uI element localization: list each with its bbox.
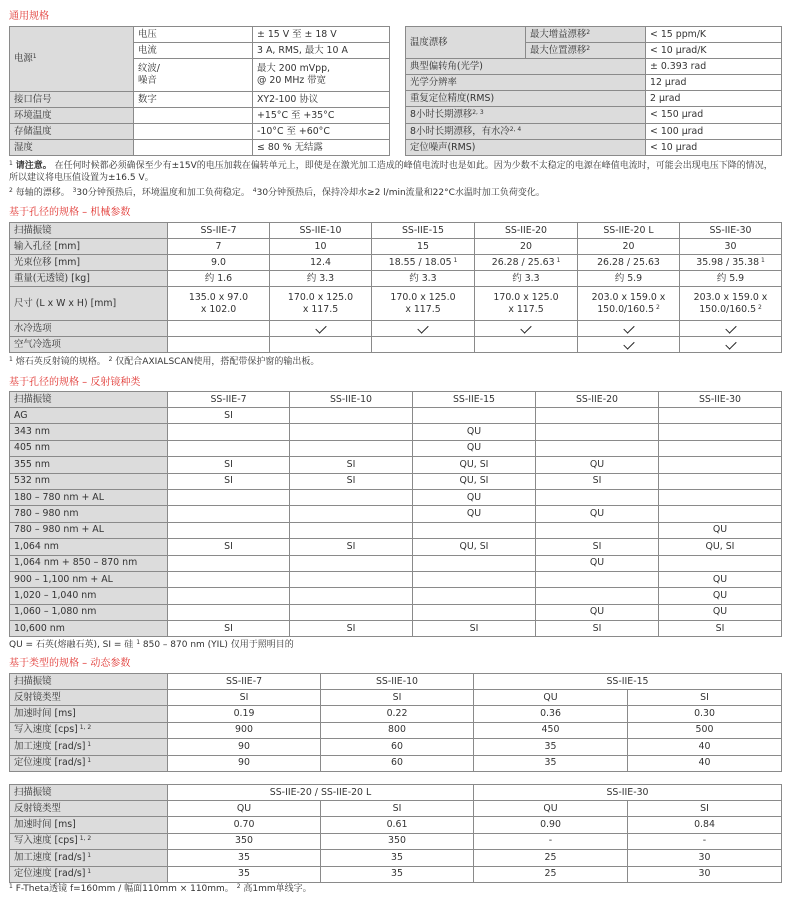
mirror-cell <box>168 588 290 604</box>
general-left-table <box>9 26 390 156</box>
mirror-cell: QU <box>413 440 536 456</box>
mirror-model-header: SS-IIE-20 <box>536 392 659 408</box>
mech-cell <box>578 321 680 337</box>
mirror-row-label: 343 nm <box>10 424 168 440</box>
mech-row-label: 输入孔径 [mm] <box>10 239 168 255</box>
check-icon <box>623 322 634 333</box>
mirror-cell <box>168 522 290 538</box>
gain-drift-value: < 15 ppm/K <box>646 27 782 43</box>
mech-table <box>9 222 782 353</box>
mirror-cell: QU, SI <box>659 539 782 555</box>
dyn-row-label: 加工速度 [rad/s] $^1$ <box>10 850 168 866</box>
mirror-cell: QU <box>536 457 659 473</box>
mech-row-label: 光束位移 [mm] <box>10 255 168 271</box>
dyn-row-label: 加速时间 [ms] <box>10 817 168 833</box>
power-current-value: 3 A, RMS, 最大 10 A <box>253 43 390 59</box>
power-ripple-value: 最大 200 mVpp, @ 20 MHz 带宽 <box>253 59 390 92</box>
mirror-row-label: AG <box>10 408 168 424</box>
dyn-cell: SI <box>321 690 474 706</box>
dyn-title: 基于类型的规格 – 动态参数 <box>9 658 131 669</box>
mirror-cell <box>659 506 782 522</box>
dyn-row-label: 写入速度 [cps] $^{1, 2}$ <box>10 833 168 849</box>
mech-cell: 约 1.6 <box>168 271 270 287</box>
dyn-cell: 350 <box>321 833 474 849</box>
mirror-cell <box>290 408 413 424</box>
mirror-note: QU = 石英(熔融石英), SI = 硅 $^1$ 850 – 870 nm (YIL) 仅用于照明目的 <box>9 639 294 650</box>
mirror-cell: SI <box>168 621 290 637</box>
mirror-cell <box>659 440 782 456</box>
dyn-cell: 350 <box>168 833 321 849</box>
dyn-cell: 60 <box>321 755 474 771</box>
mech-head: 扫描振镜 <box>10 223 168 239</box>
dyn-cell: QU <box>474 801 628 817</box>
deflection-value: ± 0.393 rad <box>646 59 782 75</box>
mirror-row-label: 532 nm <box>10 473 168 489</box>
position-noise-value: < 10 µrad <box>646 140 782 156</box>
repeatability-label: 重复定位精度(RMS) <box>406 91 646 107</box>
mirror-cell <box>659 424 782 440</box>
mirror-cell: QU, SI <box>413 539 536 555</box>
mech-cell <box>372 321 475 337</box>
mirror-cell: QU <box>413 506 536 522</box>
power-current-name: 电流 <box>134 43 253 59</box>
mirror-row-label: 780 – 980 nm <box>10 506 168 522</box>
dyn-row-label: 加工速度 [rad/s] $^1$ <box>10 739 168 755</box>
mirror-cell <box>659 473 782 489</box>
dyn-cell: 800 <box>321 722 474 738</box>
dyn-model-header: SS-IIE-10 <box>321 674 474 690</box>
storage-temp-value: -10°C 至 +60°C <box>253 124 390 140</box>
dyn-cell: 60 <box>321 739 474 755</box>
dyn-row-label: 定位速度 [rad/s] $^1$ <box>10 755 168 771</box>
mech-cell: 18.55 / 18.05 $^1$ <box>372 255 475 271</box>
mech-cell: 20 <box>475 239 578 255</box>
repeatability-value: 2 µrad <box>646 91 782 107</box>
mirror-cell <box>290 555 413 571</box>
mirror-row-label: 355 nm <box>10 457 168 473</box>
humidity-empty <box>134 140 253 156</box>
dyn-cell: QU <box>168 801 321 817</box>
ambient-temp-value: +15°C 至 +35°C <box>253 108 390 124</box>
dyn-cell: 35 <box>474 739 628 755</box>
mirror-cell <box>413 408 536 424</box>
mirror-cell <box>659 555 782 571</box>
mirror-cell: QU, SI <box>413 457 536 473</box>
mirror-cell <box>290 604 413 620</box>
mech-cell <box>168 321 270 337</box>
mirror-head: 扫描振镜 <box>10 392 168 408</box>
dyn-cell: SI <box>321 801 474 817</box>
mirror-cell <box>413 604 536 620</box>
mirror-cell: SI <box>168 408 290 424</box>
mech-cell <box>578 337 680 353</box>
dyn-cell: - <box>474 833 628 849</box>
mirror-cell <box>290 424 413 440</box>
mirror-model-header: SS-IIE-30 <box>659 392 782 408</box>
mech-cell: 约 5.9 <box>680 271 782 287</box>
dyn-cell: 450 <box>474 722 628 738</box>
dyn-cell: 35 <box>168 850 321 866</box>
mirror-cell: SI <box>536 473 659 489</box>
mirror-cell <box>168 489 290 505</box>
mirror-cell <box>290 506 413 522</box>
general-title: 通用规格 <box>9 11 49 22</box>
dyn-table-1 <box>9 673 782 772</box>
mech-cell <box>372 337 475 353</box>
dyn-cell: 90 <box>168 755 321 771</box>
mech-cell: 7 <box>168 239 270 255</box>
mech-cell <box>475 337 578 353</box>
dyn-cell: - <box>628 833 782 849</box>
mirror-cell: SI <box>168 539 290 555</box>
dyn-cell: 25 <box>474 850 628 866</box>
mirror-cell <box>413 588 536 604</box>
check-icon <box>315 322 326 333</box>
mirror-row-label: 405 nm <box>10 440 168 456</box>
mech-cell: 135.0 x 97.0 x 102.0 <box>168 287 270 321</box>
mirror-row-label: 180 – 780 nm + AL <box>10 489 168 505</box>
mirror-cell <box>168 555 290 571</box>
longterm-drift-water-label: 8小时长期漂移，有水冷$^{2, 4}$ <box>406 124 646 140</box>
mech-model-header: SS-IIE-15 <box>372 223 475 239</box>
mech-cell: 15 <box>372 239 475 255</box>
check-icon <box>417 322 428 333</box>
dyn-cell: 30 <box>628 850 782 866</box>
dyn-cell: 0.84 <box>628 817 782 833</box>
mirror-cell: SI <box>413 621 536 637</box>
ambient-temp-empty <box>134 108 253 124</box>
power-label: 电源$^1$ <box>10 27 134 92</box>
mech-cell: 170.0 x 125.0 x 117.5 <box>270 287 372 321</box>
mirror-cell <box>168 604 290 620</box>
interface-value: XY2-100 协议 <box>253 92 390 108</box>
mirror-cell <box>536 440 659 456</box>
mech-cell: 10 <box>270 239 372 255</box>
mirror-cell <box>659 489 782 505</box>
dyn-model-header: SS-IIE-15 <box>474 674 782 690</box>
dyn-cell: SI <box>628 690 782 706</box>
ambient-temp-label: 环境温度 <box>10 108 134 124</box>
mech-cell: 约 3.3 <box>475 271 578 287</box>
dyn-cell: SI <box>168 690 321 706</box>
mirror-cell <box>536 408 659 424</box>
humidity-value: ≤ 80 % 无结露 <box>253 140 390 156</box>
mirror-cell: QU <box>659 522 782 538</box>
mech-cell: 26.28 / 25.63 <box>578 255 680 271</box>
power-voltage-value: ± 15 V 至 ± 18 V <box>253 27 390 43</box>
dyn-cell: 900 <box>168 722 321 738</box>
mirror-cell <box>290 588 413 604</box>
mirror-title: 基于孔径的规格 – 反射镜种类 <box>9 377 141 388</box>
dyn-cell: 500 <box>628 722 782 738</box>
mirror-cell: QU, SI <box>413 473 536 489</box>
mirror-cell <box>536 424 659 440</box>
check-icon <box>520 322 531 333</box>
mirror-cell: QU <box>659 571 782 587</box>
storage-temp-label: 存储温度 <box>10 124 134 140</box>
mirror-table <box>9 391 782 637</box>
general-note-2: $^2$ 每轴的漂移。 $^3$30分钟预热后，环境温度和加工负荷稳定。 $^4$30分钟预热后，保持冷却水≥2 l/min流量和22°C水温时加工负荷变化。 <box>9 187 545 198</box>
mech-cell: 30 <box>680 239 782 255</box>
dyn-cell: 0.22 <box>321 706 474 722</box>
longterm-drift-water-value: < 100 µrad <box>646 124 782 140</box>
mirror-cell: SI <box>168 473 290 489</box>
mirror-cell: SI <box>659 621 782 637</box>
dyn-cell: 0.36 <box>474 706 628 722</box>
mirror-cell <box>536 489 659 505</box>
mirror-cell <box>659 408 782 424</box>
mirror-cell <box>168 424 290 440</box>
mirror-cell <box>290 522 413 538</box>
mirror-cell <box>290 571 413 587</box>
check-icon <box>725 322 736 333</box>
longterm-drift-label: 8小时长期漂移$^{2, 3}$ <box>406 107 646 124</box>
mech-cell <box>270 321 372 337</box>
mirror-cell <box>290 440 413 456</box>
general-right-table <box>405 26 782 156</box>
humidity-label: 湿度 <box>10 140 134 156</box>
mech-model-header: SS-IIE-30 <box>680 223 782 239</box>
dyn-note: $^1$ F-Theta透镜 f=160mm / 幅面110mm × 110mm。 $^2$ 高1mm单线字。 <box>9 883 312 894</box>
position-drift-name: 最大位置漂移$^2$ <box>526 43 646 59</box>
mech-row-label: 水冷选项 <box>10 321 168 337</box>
dyn-cell: 0.90 <box>474 817 628 833</box>
mirror-cell: QU <box>659 604 782 620</box>
mirror-cell <box>536 522 659 538</box>
position-drift-value: < 10 µrad/K <box>646 43 782 59</box>
dyn-row-label: 写入速度 [cps] $^{1, 2}$ <box>10 722 168 738</box>
dyn-cell: QU <box>474 690 628 706</box>
mech-cell: 9.0 <box>168 255 270 271</box>
mech-cell: 约 3.3 <box>270 271 372 287</box>
mirror-cell: QU <box>413 489 536 505</box>
mech-model-header: SS-IIE-20 L <box>578 223 680 239</box>
mirror-row-label: 1,060 – 1,080 nm <box>10 604 168 620</box>
mirror-cell: QU <box>536 506 659 522</box>
dyn-cell: 35 <box>168 866 321 882</box>
interface-label: 接口信号 <box>10 92 134 108</box>
mech-model-header: SS-IIE-20 <box>475 223 578 239</box>
mirror-cell <box>290 489 413 505</box>
mirror-row-label: 900 – 1,100 nm + AL <box>10 571 168 587</box>
mech-cell: 35.98 / 35.38 $^1$ <box>680 255 782 271</box>
dyn-cell: 35 <box>474 755 628 771</box>
dyn-row-label: 加速时间 [ms] <box>10 706 168 722</box>
mirror-cell: SI <box>536 539 659 555</box>
mirror-cell <box>659 457 782 473</box>
dyn-head: 扫描振镜 <box>10 674 168 690</box>
check-icon <box>623 338 634 349</box>
mirror-cell: SI <box>290 621 413 637</box>
dyn-head: 扫描振镜 <box>10 785 168 801</box>
mech-title: 基于孔径的规格 – 机械参数 <box>9 207 131 218</box>
dyn-table-2 <box>9 784 782 883</box>
mech-cell <box>475 321 578 337</box>
mech-cell: 170.0 x 125.0 x 117.5 <box>475 287 578 321</box>
mirror-row-label: 1,064 nm <box>10 539 168 555</box>
mech-note: $^1$ 熔石英反射镜的规格。 $^2$ 仅配合AXIALSCAN使用，搭配带保护窗的输出板。 <box>9 356 320 367</box>
mirror-row-label: 1,064 nm + 850 – 870 nm <box>10 555 168 571</box>
power-ripple-name: 纹波/ 噪音 <box>134 59 253 92</box>
mirror-cell: SI <box>290 473 413 489</box>
mirror-cell <box>413 522 536 538</box>
mech-cell <box>270 337 372 353</box>
dyn-model-header: SS-IIE-30 <box>474 785 782 801</box>
mirror-model-header: SS-IIE-10 <box>290 392 413 408</box>
dyn-cell: 0.19 <box>168 706 321 722</box>
mirror-cell <box>413 571 536 587</box>
dyn-cell: 0.61 <box>321 817 474 833</box>
mirror-cell <box>413 555 536 571</box>
mech-cell: 170.0 x 125.0 x 117.5 <box>372 287 475 321</box>
dyn-model-header: SS-IIE-7 <box>168 674 321 690</box>
dyn-model-header: SS-IIE-20 / SS-IIE-20 L <box>168 785 474 801</box>
deflection-label: 典型偏转角(光学) <box>406 59 646 75</box>
mirror-cell <box>536 571 659 587</box>
dyn-cell: 40 <box>628 755 782 771</box>
mech-cell: 20 <box>578 239 680 255</box>
mech-cell <box>680 321 782 337</box>
mirror-cell: QU <box>536 555 659 571</box>
mirror-cell <box>168 571 290 587</box>
mech-model-header: SS-IIE-7 <box>168 223 270 239</box>
check-icon <box>725 338 736 349</box>
gain-drift-name: 最大增益漂移$^2$ <box>526 27 646 43</box>
resolution-label: 光学分辨率 <box>406 75 646 91</box>
dyn-cell: 0.70 <box>168 817 321 833</box>
dyn-cell: SI <box>628 801 782 817</box>
mech-cell: 203.0 x 159.0 x 150.0/160.5 $^2$ <box>578 287 680 321</box>
mech-cell: 约 5.9 <box>578 271 680 287</box>
mirror-cell: QU <box>413 424 536 440</box>
longterm-drift-value: < 150 µrad <box>646 107 782 124</box>
dyn-cell: 40 <box>628 739 782 755</box>
dyn-row-label: 反射镜类型 <box>10 801 168 817</box>
dyn-cell: 30 <box>628 866 782 882</box>
mirror-row-label: 1,020 – 1,040 nm <box>10 588 168 604</box>
dyn-row-label: 定位速度 [rad/s] $^1$ <box>10 866 168 882</box>
mirror-cell: SI <box>290 539 413 555</box>
dyn-cell: 90 <box>168 739 321 755</box>
drift-label: 温度漂移 <box>406 27 526 59</box>
general-note-1: $^1$ 请注意。 在任何时候都必须确保至少有±15V的电压加载在偏转单元上，即使是在激光加工造成的峰值电流时也是如此。因为少数不太稳定的电源在峰值电流时，可能会出现电压下降的情况，所以建议将电压值设置为±16.5 V。 <box>9 160 773 183</box>
resolution-value: 12 µrad <box>646 75 782 91</box>
mech-cell: 203.0 x 159.0 x 150.0/160.5 $^2$ <box>680 287 782 321</box>
dyn-cell: 0.30 <box>628 706 782 722</box>
dyn-row-label: 反射镜类型 <box>10 690 168 706</box>
mech-cell <box>168 337 270 353</box>
mech-cell: 12.4 <box>270 255 372 271</box>
storage-temp-empty <box>134 124 253 140</box>
dyn-cell: 35 <box>321 850 474 866</box>
mirror-cell: SI <box>536 621 659 637</box>
mech-model-header: SS-IIE-10 <box>270 223 372 239</box>
mech-cell: 约 3.3 <box>372 271 475 287</box>
mirror-cell <box>536 588 659 604</box>
mirror-model-header: SS-IIE-15 <box>413 392 536 408</box>
mech-cell <box>680 337 782 353</box>
mirror-cell: SI <box>290 457 413 473</box>
interface-name: 数字 <box>134 92 253 108</box>
mirror-model-header: SS-IIE-7 <box>168 392 290 408</box>
mirror-cell: SI <box>168 457 290 473</box>
mirror-cell <box>168 440 290 456</box>
mirror-cell: QU <box>659 588 782 604</box>
dyn-cell: 35 <box>321 866 474 882</box>
power-voltage-name: 电压 <box>134 27 253 43</box>
position-noise-label: 定位噪声(RMS) <box>406 140 646 156</box>
mech-cell: 26.28 / 25.63 $^1$ <box>475 255 578 271</box>
mirror-cell <box>168 506 290 522</box>
mirror-row-label: 780 – 980 nm + AL <box>10 522 168 538</box>
mirror-row-label: 10,600 nm <box>10 621 168 637</box>
dyn-cell: 25 <box>474 866 628 882</box>
mech-row-label: 空气冷选项 <box>10 337 168 353</box>
mirror-cell: QU <box>536 604 659 620</box>
mech-row-label: 重量(无透镜) [kg] <box>10 271 168 287</box>
mech-row-label: 尺寸 (L x W x H) [mm] <box>10 287 168 321</box>
